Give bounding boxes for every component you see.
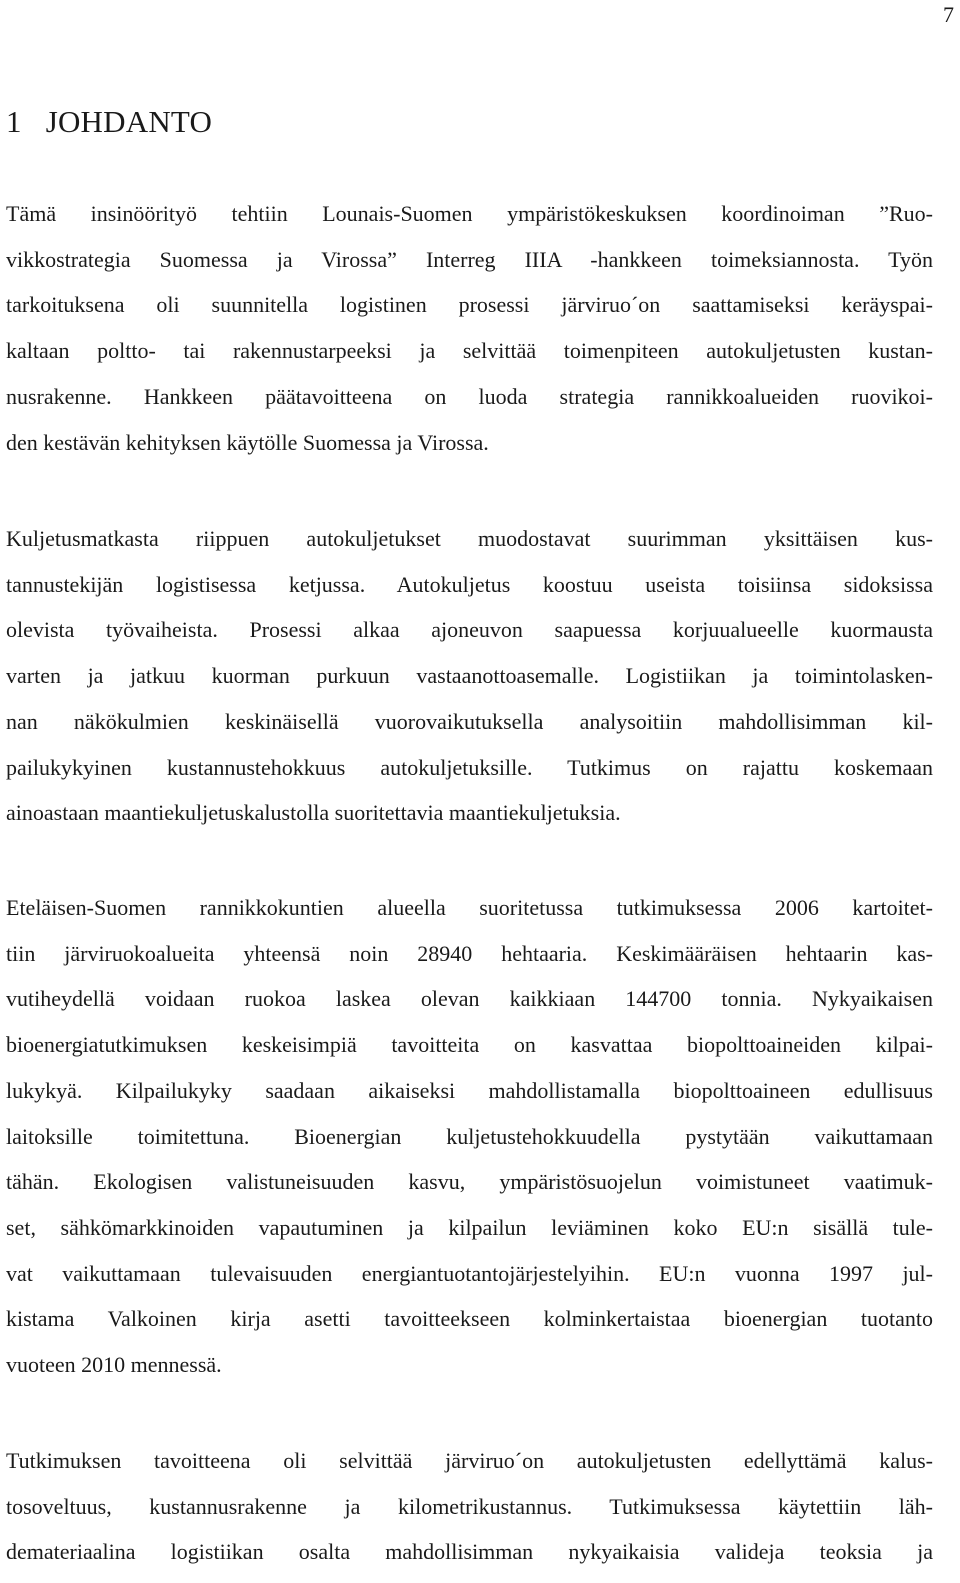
text-line: den kestävän kehityksen käytölle Suomessa ja Virossa. <box>6 429 489 455</box>
text-line: tiin järviruokoalueita yhteensä noin 28940 hehtaaria. Keskimääräisen hehtaarin kas- <box>6 940 933 966</box>
text-line: lukykyä. Kilpailukyky saadaan aikaiseksi mahdollistamalla biopolttoaineen edullisuus <box>6 1077 933 1103</box>
text-line: ainoastaan maantiekuljetuskalustolla suoritettavia maantiekuljetuksia. <box>6 800 621 826</box>
page-number: 7 <box>943 2 954 27</box>
text-line: vuoteen 2010 mennessä. <box>6 1352 222 1378</box>
text-line: laitoksille toimitettuna. Bioenergian kuljetustehokkuudella pystytään vaikuttamaan <box>6 1123 933 1149</box>
text-line: vutiheydellä voidaan ruokoa laskea olevan kaikkiaan 144700 tonnia. Nykyaikaisen <box>6 986 933 1012</box>
text-line: kistama Valkoinen kirja asetti tavoitteekseen kolminkertaistaa bioenergian tuotanto <box>6 1306 933 1332</box>
chapter-title: JOHDANTO <box>45 104 213 139</box>
text-line: demateriaalina logistiikan osalta mahdollisimman nykyaikaisia valideja teoksia ja <box>6 1539 933 1565</box>
text-line: nan näkökulmien keskinäisellä vuorovaikutuksella analysoitiin mahdollisimman kil- <box>6 708 933 734</box>
text-line: tähän. Ekologisen valistuneisuuden kasvu, ympäristösuojelun voimistuneet vaatimuk- <box>6 1169 933 1195</box>
chapter-number: 1 <box>6 104 22 139</box>
text-line: tarkoituksena oli suunnitella logistinen prosessi järviruo´on saattamiseksi keräyspai- <box>6 292 933 318</box>
chapter-heading <box>6 100 212 144</box>
text-line: Kuljetusmatkasta riippuen autokuljetukset muodostavat suurimman yksittäisen kus- <box>6 526 933 551</box>
paragraph <box>6 516 933 836</box>
paragraph <box>6 885 933 1388</box>
text-line: vat vaikuttamaan tulevaisuuden energiantuotantojärjestelyihin. EU:n vuonna 1997 jul- <box>6 1260 933 1286</box>
text-line: tannustekijän logistisessa ketjussa. Autokuljetus koostuu useista toisiinsa sidoksissa <box>6 571 933 597</box>
text-line: pailukykyinen kustannustehokkuus autokuljetuksille. Tutkimus on rajattu koskemaan <box>6 754 933 780</box>
text-line: varten ja jatkuu kuorman purkuun vastaanottoasemalle. Logistiikan ja toimintolasken- <box>6 663 933 689</box>
text-line: olevista työvaiheista. Prosessi alkaa ajoneuvon saapuessa korjuualueelle kuormausta <box>6 617 933 643</box>
text-line: vikkostrategia Suomessa ja Virossa” Interreg IIIA -hankkeen toimeksiannosta. Työn <box>6 246 933 272</box>
text-line: nusrakenne. Hankkeen päätavoitteena on luoda strategia rannikkoalueiden ruovikoi- <box>6 383 933 409</box>
text-line: set, sähkömarkkinoiden vapautuminen ja kilpailun leviäminen koko EU:n sisällä tule- <box>6 1214 933 1240</box>
text-line: Eteläisen-Suomen rannikkokuntien alueella suoritetussa tutkimuksessa 2006 kartoitet- <box>6 895 933 920</box>
text-line: Tutkimuksen tavoitteena oli selvittää järviruo´on autokuljetusten edellyttämä kalus- <box>6 1448 933 1473</box>
paragraph <box>6 191 933 465</box>
text-line: bioenergiatutkimuksen keskeisimpiä tavoitteita on kasvattaa biopolttoaineiden kilpai- <box>6 1032 933 1058</box>
paragraph <box>6 1438 933 1575</box>
text-line: kaltaan poltto- tai rakennustarpeeksi ja selvittää toimenpiteen autokuljetusten kustan- <box>6 338 933 364</box>
text-line: Tämä insinöörityö tehtiin Lounais-Suomen ympäristökeskuksen koordinoiman ”Ruo- <box>6 201 933 226</box>
text-line: tosoveltuus, kustannusrakenne ja kilometrikustannus. Tutkimuksessa käytettiin läh- <box>6 1493 933 1519</box>
